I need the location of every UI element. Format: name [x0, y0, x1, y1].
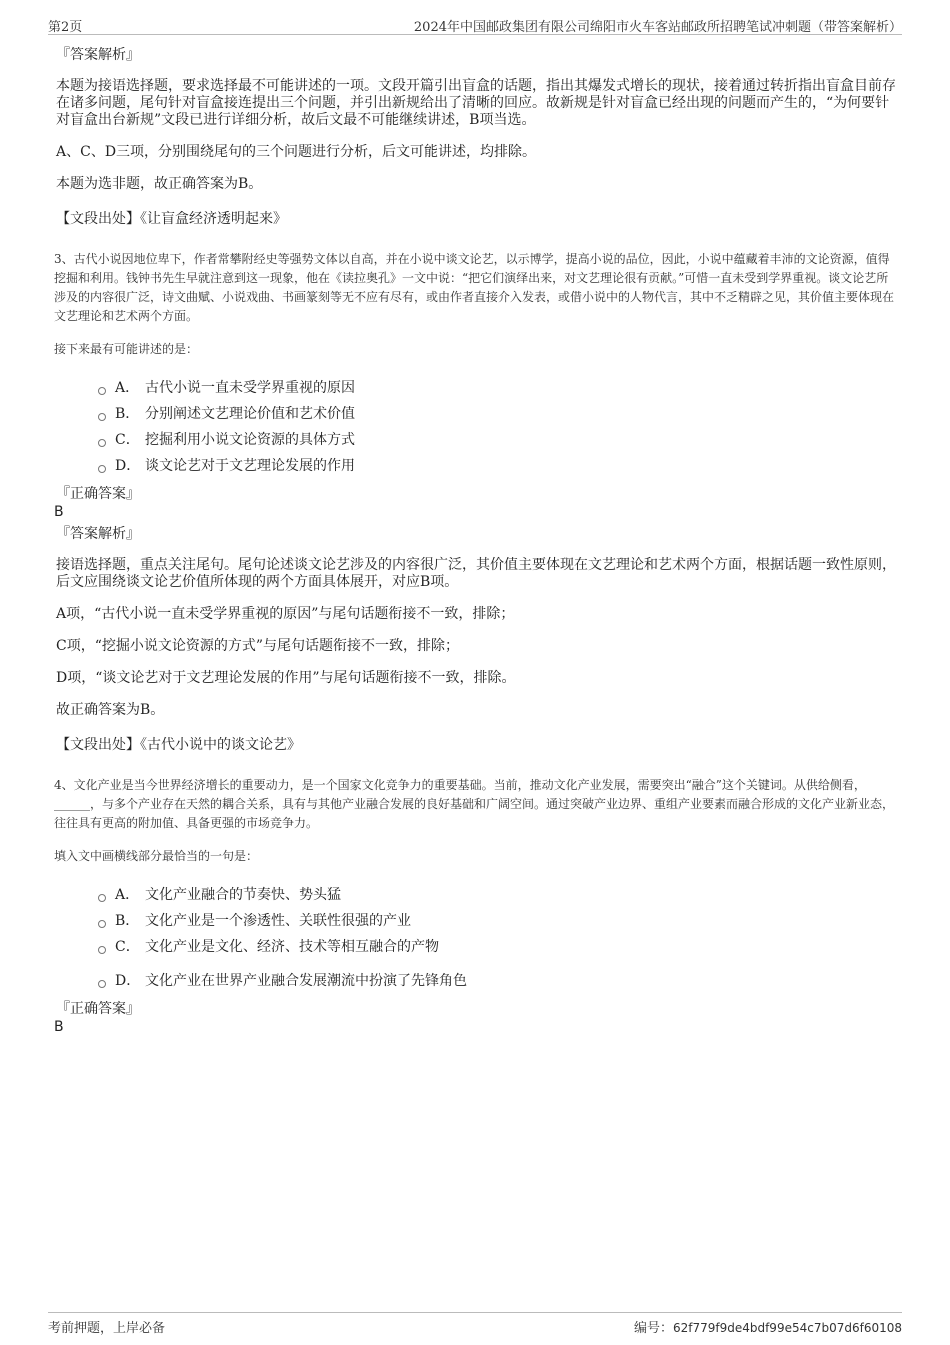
- document-code: [634, 1317, 902, 1336]
- option-text: 分别阐述文艺理论价值和艺术价值: [145, 406, 355, 422]
- radio-icon[interactable]: [98, 439, 106, 447]
- page-content: [56, 46, 898, 1040]
- question-3-prompt: 接下来最有可能讲述的是：: [54, 342, 199, 356]
- option-d[interactable]: [98, 968, 898, 994]
- option-d[interactable]: [98, 453, 898, 479]
- radio-icon[interactable]: [98, 946, 106, 954]
- radio-icon[interactable]: [98, 894, 106, 902]
- analysis-tag: 『答案解析』: [56, 47, 140, 63]
- correct-answer-tag: 『正确答案』: [56, 1001, 140, 1017]
- option-text: 谈文论艺对于文艺理论发展的作用: [145, 458, 355, 474]
- option-c[interactable]: [98, 934, 898, 960]
- question-4-options: [98, 882, 898, 994]
- analysis-paragraph: A项，“古代小说一直未受学界重视的原因”与尾句话题衔接不一致，排除；: [56, 606, 515, 622]
- passage-source: 【文段出处】《古代小说中的谈文论艺》: [56, 737, 301, 753]
- document-title: 2024年中国邮政集团有限公司绵阳市火车客站邮政所招聘笔试冲刺题（带答案解析）: [413, 20, 902, 35]
- correct-answer-value: B: [54, 504, 64, 520]
- option-text: 文化产业是一个渗透性、关联性很强的产业: [145, 913, 411, 929]
- radio-icon[interactable]: [98, 920, 106, 928]
- option-letter: B．: [115, 406, 140, 422]
- correct-answer-value: B: [54, 1019, 64, 1035]
- radio-icon[interactable]: [98, 387, 106, 395]
- code-label: 编号：: [633, 1321, 673, 1336]
- analysis-paragraph: D项，“谈文论艺对于文艺理论发展的作用”与尾句话题衔接不一致，排除。: [56, 670, 516, 686]
- analysis-paragraph: A、C、D三项，分别围绕尾句的三个问题进行分析，后文可能讲述，均排除。: [56, 144, 537, 160]
- footer-slogan: 考前押题，上岸必备: [48, 1321, 166, 1336]
- option-text: 文化产业融合的节奏快、势头猛: [145, 887, 341, 903]
- option-text: 古代小说一直未受学界重视的原因: [145, 380, 355, 396]
- option-letter: A．: [115, 380, 140, 396]
- option-b[interactable]: [98, 401, 898, 427]
- radio-icon[interactable]: [98, 980, 106, 988]
- analysis-paragraph: 本题为选非题，故正确答案为B。: [56, 176, 263, 192]
- analysis-tag: 『答案解析』: [56, 526, 140, 542]
- option-text: 挖掘利用小说文论资源的具体方式: [145, 432, 355, 448]
- code-value: 62f779f9de4bdf99e54c7b07d6f60108: [672, 1321, 902, 1335]
- analysis-paragraph: 本题为接语选择题，要求选择最不可能讲述的一项。文段开篇引出盲盒的话题，指出其爆发式增长的现状，接着通过转折指出盲盒目前存在诸多问题，尾句针对盲盒接连提出三个问题，并引出新规给出了清晰的回应。故新规是针对盲盒已经出现的问题而产生的，“为何要针对盲盒出台新规”文段已进行详细分析，故后文最不可能继续讲述，B项当选。: [56, 78, 896, 128]
- page-footer: [48, 1312, 902, 1335]
- option-text: 文化产业在世界产业融合发展潮流中扮演了先锋角色: [145, 973, 467, 989]
- radio-icon[interactable]: [98, 465, 106, 473]
- option-letter: C．: [115, 432, 140, 448]
- page-number: 第2页: [48, 20, 83, 35]
- question-4-prompt: 填入文中画横线部分最恰当的一句是：: [54, 849, 259, 863]
- analysis-paragraph: C项，“挖掘小说文论资源的方式”与尾句话题衔接不一致，排除；: [56, 638, 460, 654]
- question-3-options: [98, 375, 898, 479]
- page-header: [48, 14, 902, 35]
- correct-answer-tag: 『正确答案』: [56, 486, 140, 502]
- passage-source: 【文段出处】《让盲盒经济透明起来》: [56, 211, 287, 227]
- option-a[interactable]: [98, 882, 898, 908]
- option-letter: D．: [115, 973, 141, 989]
- option-b[interactable]: [98, 908, 898, 934]
- radio-icon[interactable]: [98, 413, 106, 421]
- analysis-paragraph: 故正确答案为B。: [56, 702, 165, 718]
- option-letter: A．: [115, 887, 140, 903]
- question-3-text: 3、古代小说因地位卑下，作者常攀附经史等强势文体以自高，并在小说中谈文论艺，以示博学，提高小说的品位，因此，小说中蕴藏着丰沛的文论资源，值得挖掘和利用。钱钟书先生早就注意到这一现象，他在《读拉奥孔》一文中说：“把它们演绎出来，对文艺理论很有贡献。”可惜一直未受到学界重视。谈文论艺所涉及的内容很广泛，诗文曲赋、小说戏曲、书画篆刻等无不应有尽有，或由作者直接介入发表，或借小说中的人物代言，其中不乏精辟之见，其价值主要体现在文艺理论和艺术两个方面。: [54, 252, 895, 323]
- option-a[interactable]: [98, 375, 898, 401]
- option-letter: C．: [115, 939, 140, 955]
- option-letter: B．: [115, 913, 140, 929]
- option-text: 文化产业是文化、经济、技术等相互融合的产物: [145, 939, 439, 955]
- option-letter: D．: [115, 458, 141, 474]
- question-4-text: 4、文化产业是当今世界经济增长的重要动力，是一个国家文化竞争力的重要基础。当前，推动文化产业发展，需要突出“融合”这个关键词。从供给侧看，______，与多个产业存在天然的耦合关系，具有与其他产业融合发展的良好基础和广阔空间。通过突破产业边界、重组产业要素而融合形成的文化产业新业态，往往具有更高的附加值、具备更强的市场竞争力。: [54, 778, 895, 830]
- analysis-paragraph: 接语选择题，重点关注尾句。尾句论述谈文论艺涉及的内容很广泛，其价值主要体现在文艺理论和艺术两个方面，根据话题一致性原则，后文应围绕谈文论艺价值所体现的两个方面具体展开，对应B项。: [56, 557, 896, 590]
- option-c[interactable]: [98, 427, 898, 453]
